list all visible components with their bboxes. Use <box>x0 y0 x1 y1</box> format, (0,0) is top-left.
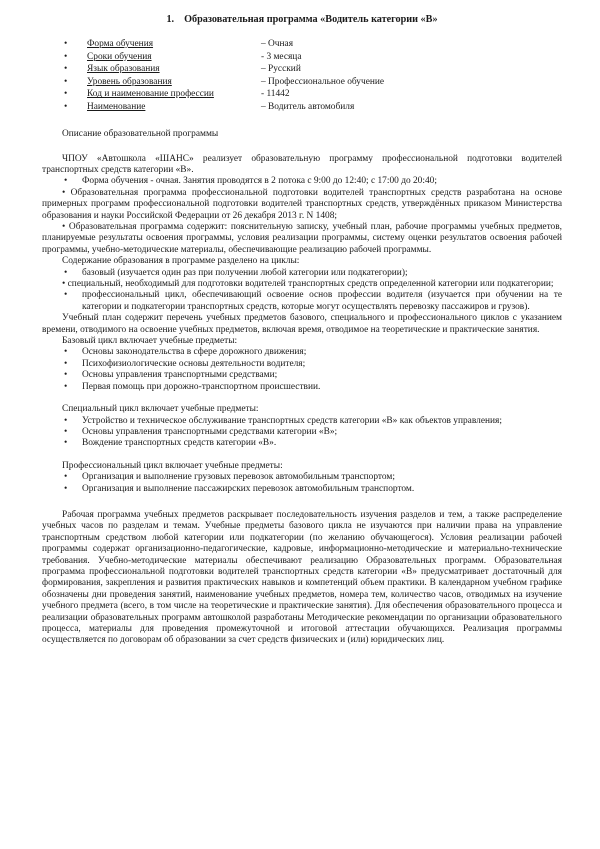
bullet-icon: • <box>64 438 68 449</box>
property-row <box>64 51 562 64</box>
bullet-icon: • <box>64 176 68 187</box>
bullet-icon: • <box>62 187 66 198</box>
property-row <box>64 101 562 114</box>
list-item-text: Основы управления транспортными средствами категории «В»; <box>82 426 338 437</box>
property-label: Форма обучения <box>87 39 154 49</box>
bullet-icon: • <box>64 39 68 49</box>
bullet-icon: • <box>64 381 68 392</box>
point-paragraph <box>42 222 562 256</box>
property-value: – Очная <box>261 39 294 49</box>
property-label: Язык образования <box>87 64 160 75</box>
property-label: Сроки обучения <box>87 51 152 62</box>
property-label: Уровень образования <box>87 76 172 87</box>
bullet-icon: • <box>64 347 68 358</box>
point-text: Образовательная программа содержит: пояснительную записку, учебный план, рабочие программы учебных предметов, планируемые результаты освоения программы, условия реализации программы, систему оценки результатов освоения рабочей программы, учебно-методические материалы, обеспечивающие реализацию рабочей программы. <box>42 222 562 255</box>
cycle-paragraph <box>42 279 562 290</box>
professional-cycle-list <box>42 472 562 495</box>
bullet-icon: • <box>64 76 68 87</box>
cycles-list-cont <box>42 290 562 313</box>
list-item-text: профессиональный цикл, обеспечивающий освоение основ профессии водителя (изучается при обучении на те категории и подкатегории транспортных средств, которые могут осуществлять перевозку пассажиров и грузов). <box>82 290 562 312</box>
bullet-icon: • <box>64 472 68 483</box>
title-text: Образовательная программа «Водитель категории «В» <box>184 14 438 25</box>
property-row <box>64 63 562 76</box>
property-value: - 11442 <box>261 89 290 100</box>
special-cycle-list <box>42 416 562 450</box>
list-item <box>42 427 562 438</box>
list-item-text: Организация и выполнение грузовых перевозок автомобильным транспортом; <box>82 472 395 483</box>
list-item-text: Психофизиологические основы деятельности водителя; <box>82 358 306 369</box>
list-item-text: Первая помощь при дорожно-транспортном происшествии. <box>82 381 321 392</box>
list-item <box>42 359 562 370</box>
cycles-list <box>42 268 562 279</box>
list-item <box>42 370 562 381</box>
cycle-text: специальный, необходимый для подготовки водителей транспортных средств определенной категории или подкатегории; <box>67 279 554 290</box>
list-item <box>42 347 562 358</box>
point-paragraph <box>42 188 562 222</box>
property-row <box>64 38 562 51</box>
bullet-icon: • <box>64 64 68 75</box>
property-row <box>64 76 562 89</box>
property-value: – Русский <box>261 64 301 75</box>
list-item-text: Организация и выполнение пассажирских перевозок автомобильным транспортом. <box>82 483 415 494</box>
curriculum-paragraph: Учебный план содержит перечень учебных предметов базового, специального и профессионального циклов с указанием времени, отводимого на освоение учебных предметов, включая время, отводимое на теоретические и практические занятия. <box>42 313 562 335</box>
special-cycle-heading: Специальный цикл включает учебные предметы: <box>62 404 259 415</box>
professional-cycle-heading: Профессиональный цикл включает учебные предметы: <box>62 460 283 471</box>
property-label: Наименование <box>87 101 146 112</box>
list-item <box>42 268 562 279</box>
program-properties <box>42 38 562 114</box>
property-value: - 3 месяца <box>261 51 302 62</box>
points-list <box>42 176 562 187</box>
list-item-text: Вождение транспортных средств категории «В». <box>82 438 277 449</box>
title-number: 1. <box>166 14 175 25</box>
description-title: Описание образовательной программы <box>62 128 219 139</box>
property-label: Код и наименование профессии <box>87 89 214 100</box>
intro-paragraph: ЧПОУ «Автошкола «ШАНС» реализует образовательную программу профессиональной подготовки водителей транспортных средств категории «В». <box>42 153 562 175</box>
list-item-text: Устройство и техническое обслуживание транспортных средств категории «В» как объектов управления; <box>82 415 502 426</box>
bullet-icon: • <box>64 415 68 426</box>
property-row <box>64 88 562 101</box>
list-item <box>42 484 562 495</box>
spacer <box>42 450 562 461</box>
bullet-icon: • <box>62 222 66 232</box>
closing-paragraph: Рабочая программа учебных предметов раскрывает последовательность изучения разделов и тем, а также распределение учебных часов по разделам и темам. Учебные предметы базового цикла не изучаются при наличии права на управление транспортным средством любой категории или подкатегории (по желанию обучающегося). Условия реализации рабочей программы содержат организационно-педагогические, кадровые, информационно-методические и материально-технические требования. Учебно-методические материалы обеспечивают реализацию Образовательных программ. Образовательная программа профессиональной подготовки водителей транспортных средств категории «В» предусматривает достаточный для формирования, закрепления и развития практических навыков и компетенций объем практики. В календарном учебном графике обозначены дни проведения занятий, наименование учебных предметов, номера тем, количество часов, отводимых на изучение учебного предмета (всего, в том числе на теоретические и практические занятия). Для обеспечения образовательного процесса и реализации образовательных программ автошколой разработаны Методические рекомендации по организации образовательного процесса, материалы для проведения промежуточной и итоговой аттестации обучающихся. Реализация программы осуществляется по договорам об образовании за счет средств физических и (или) юридических лиц. <box>42 509 562 646</box>
bullet-icon: • <box>64 426 68 437</box>
list-item-text: Основы управления транспортными средствами; <box>82 370 278 381</box>
list-item-text: Основы законодательства в сфере дорожного движения; <box>82 347 307 358</box>
bullet-icon: • <box>64 483 68 494</box>
bullet-icon: • <box>62 279 66 290</box>
bullet-icon: • <box>64 358 68 369</box>
content-intro: Содержание образования в программе разделено на циклы: <box>62 256 300 267</box>
list-item <box>42 472 562 483</box>
bullet-icon: • <box>64 267 68 278</box>
property-value: – Водитель автомобиля <box>261 101 355 112</box>
list-item <box>42 176 562 187</box>
bullet-icon: • <box>64 101 68 112</box>
spacer <box>42 495 562 510</box>
list-item <box>42 382 562 393</box>
list-item <box>42 416 562 427</box>
bullet-icon: • <box>64 370 68 381</box>
base-cycle-list <box>42 347 562 393</box>
bullet-icon: • <box>64 89 68 100</box>
spacer <box>42 393 562 404</box>
list-item <box>42 290 562 313</box>
bullet-icon: • <box>64 290 68 301</box>
page-title <box>42 14 562 26</box>
property-value: – Профессиональное обучение <box>261 76 385 87</box>
base-cycle-heading: Базовый цикл включает учебные предметы: <box>62 336 238 347</box>
list-item-text: Форма обучения - очная. Занятия проводятся в 2 потока с 9:00 до 12:40; с 17:00 до 20:40; <box>82 176 437 187</box>
bullet-icon: • <box>64 51 68 62</box>
point-text: Образовательная программа профессиональной подготовки водителей транспортных средств разработана на основе примерных программ профессиональной подготовки водителей транспортных средств, утверждённых приказом Министерства образования и науки Российской Федерации от 26 декабря 2013 г. N 1408; <box>42 187 562 221</box>
list-item-text: базовый (изучается один раз при получении любой категории или подкатегории); <box>82 267 408 278</box>
list-item <box>42 438 562 449</box>
